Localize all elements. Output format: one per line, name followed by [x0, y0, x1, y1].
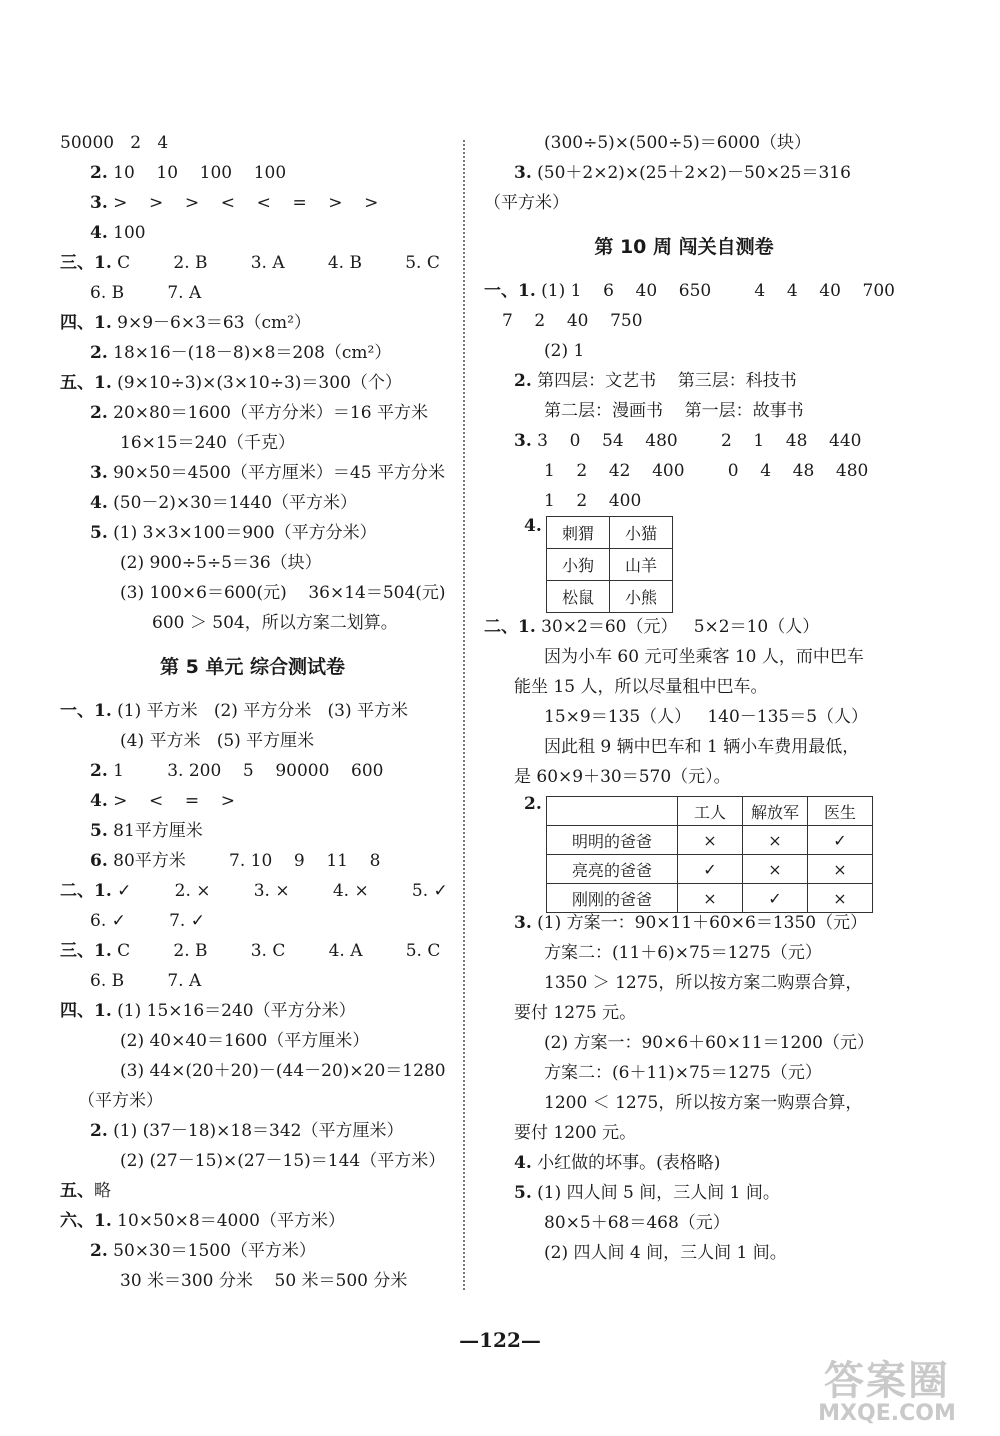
answer-line: 一、1. (1) 1 6 40 650 4 4 40 700 [484, 281, 895, 301]
answer-line: 一、1. (1) 平方米 (2) 平方分米 (3) 平方米 [60, 701, 409, 721]
answer-line: (2) 900÷5÷5＝36（块） [120, 553, 322, 573]
table-cell: 小猫 [610, 517, 673, 549]
table-cell: 亮亮的爸爸 [547, 855, 678, 884]
answer-line: 因此租 9 辆中巴车和 1 辆小车费用最低， [544, 737, 860, 757]
answer-line: (2) 40×40＝1600（平方厘米） [120, 1031, 370, 1051]
answer-line: 3. 90×50＝4500（平方厘米）＝45 平方分米 [90, 463, 445, 483]
answer-line: 6. ✓ 7. ✓ [90, 911, 205, 931]
table-row [547, 884, 873, 913]
table-header-cell: 工人 [678, 797, 743, 826]
answer-line: 2. 50×30＝1500（平方米） [90, 1241, 316, 1261]
answer-line: 四、1. 9×9－6×3＝63（cm²） [60, 313, 311, 333]
answer-line: 3. 3 0 54 480 2 1 48 440 [514, 431, 862, 451]
table-header-row [547, 797, 873, 826]
table-row [547, 581, 673, 613]
answer-line: (4) 平方米 (5) 平方厘米 [120, 731, 315, 751]
answer-line: 六、1. 10×50×8＝4000（平方米） [60, 1211, 345, 1231]
table-cell: ✓ [743, 884, 808, 913]
answer-line: 2. 1 3. 200 5 90000 600 [90, 761, 384, 781]
answer-line: 6. 80平方米 7. 10 9 11 8 [90, 851, 381, 871]
answer-line: (2) 四人间 4 间，三人间 1 间。 [544, 1243, 787, 1263]
answer-line: 五、1. (9×10÷3)×(3×10÷3)＝300（个） [60, 373, 402, 393]
section-heading: 第 10 周 闯关自测卷 [594, 236, 774, 258]
answer-line: （平方米） [484, 193, 569, 213]
answer-line: 600 ＞ 504，所以方案二划算。 [152, 613, 398, 633]
watermark-text: 答案圈 [824, 1358, 950, 1404]
answer-line: 2. 20×80＝1600（平方分米）＝16 平方米 [90, 403, 428, 423]
answer-line: 四、1. (1) 15×16＝240（平方分米） [60, 1001, 356, 1021]
answer-line: 50000 2 4 [60, 133, 169, 153]
answer-line: 要付 1275 元。 [514, 1003, 637, 1023]
answer-line: 7 2 40 750 [502, 311, 643, 331]
answer-line: 2. (1) (37－18)×18＝342（平方厘米） [90, 1121, 404, 1141]
answer-line: 二、1. ✓ 2. × 3. × 4. × 5. ✓ [60, 881, 448, 901]
answer-line: 2. 18×16－(18－8)×8＝208（cm²） [90, 343, 392, 363]
watermark-logo [792, 1360, 982, 1430]
answer-line: 5. (1) 3×3×100＝900（平方分米） [90, 523, 377, 543]
table-cell: 小熊 [610, 581, 673, 613]
answer-line: 三、1. C 2. B 3. A 4. B 5. C [60, 253, 440, 273]
page-number: —122— [459, 1328, 541, 1352]
table-header-cell [547, 797, 678, 826]
animal-table [546, 516, 673, 613]
table-cell: × [678, 884, 743, 913]
answer-line: 1200 ＜ 1275，所以按方案一购票合算， [544, 1093, 863, 1113]
answer-line: 6. B 7. A [90, 283, 202, 303]
answer-line: 6. B 7. A [90, 971, 202, 991]
answer-line: (2) 方案一：90×6＋60×11＝1200（元） [544, 1033, 874, 1053]
occupation-table-block [484, 794, 884, 908]
table-cell: ✓ [678, 855, 743, 884]
answer-line: (3) 100×6＝600(元) 36×14＝504(元) [120, 583, 446, 603]
table-row [547, 517, 673, 549]
answer-line: 1350 ＞ 1275，所以按方案二购票合算， [544, 973, 863, 993]
table-cell: 明明的爸爸 [547, 826, 678, 855]
answer-line: 五、略 [60, 1181, 111, 1201]
answer-line: 方案二：(6＋11)×75＝1275（元） [544, 1063, 822, 1083]
answer-line: (2) 1 [544, 341, 585, 361]
table-row [547, 855, 873, 884]
table-row [547, 826, 873, 855]
table-cell: 山羊 [610, 549, 673, 581]
answer-line: 能坐 15 人，所以尽量租中巴车。 [514, 677, 768, 697]
answer-line: 4. 100 [90, 223, 146, 243]
answer-line: 方案二：(11＋6)×75＝1275（元） [544, 943, 822, 963]
occupation-table [546, 796, 873, 913]
answer-line: 要付 1200 元。 [514, 1123, 637, 1143]
table-header-cell: 解放军 [743, 797, 808, 826]
answer-line: 1 2 400 [544, 491, 642, 511]
column-divider [463, 140, 465, 1290]
table-cell: × [808, 855, 873, 884]
answer-line: 4. (50－2)×30＝1440（平方米） [90, 493, 358, 513]
animal-table-block [484, 516, 884, 608]
table-cell: 松鼠 [547, 581, 610, 613]
question-number: 2. [524, 794, 542, 814]
answer-line: 3. (50＋2×2)×(25＋2×2)－50×25＝316 [514, 163, 851, 183]
answer-line: 3. (1) 方案一：90×11＋60×6＝1350（元） [514, 913, 868, 933]
table-cell: × [743, 855, 808, 884]
answer-line: 80×5＋68＝468（元） [544, 1213, 730, 1233]
answer-line: 3. > > > < < = > > [90, 193, 379, 213]
table-cell: 刺猬 [547, 517, 610, 549]
table-cell: 刚刚的爸爸 [547, 884, 678, 913]
answer-line: 30 米＝300 分米 50 米＝500 分米 [120, 1271, 408, 1291]
answer-line: (300÷5)×(500÷5)＝6000（块） [544, 133, 812, 153]
answer-line: 第二层：漫画书 第一层：故事书 [544, 401, 804, 421]
table-cell: × [743, 826, 808, 855]
left-column [60, 128, 448, 1296]
answer-line: 2. 第四层：文艺书 第三层：科技书 [514, 371, 797, 391]
answer-line: 1 2 42 400 0 4 48 480 [544, 461, 869, 481]
right-column [484, 128, 895, 1268]
answer-line: （平方米） [78, 1091, 163, 1111]
answer-line: 16×15＝240（千克） [120, 433, 295, 453]
question-number: 4. [524, 516, 542, 536]
answer-line: 2. 10 10 100 100 [90, 163, 287, 183]
table-cell: × [678, 826, 743, 855]
table-cell: 小狗 [547, 549, 610, 581]
answer-line: 因为小车 60 元可坐乘客 10 人，而中巴车 [544, 647, 864, 667]
section-heading: 第 5 单元 综合测试卷 [159, 656, 346, 678]
answer-line: 5. 81平方厘米 [90, 821, 203, 841]
answer-line: (3) 44×(20＋20)－(44－20)×20＝1280 [120, 1061, 446, 1081]
answer-line: 三、1. C 2. B 3. C 4. A 5. C [60, 941, 441, 961]
answer-line: 15×9＝135（人） 140－135＝5（人） [544, 707, 869, 727]
answer-line: (2) (27－15)×(27－15)＝144（平方米） [120, 1151, 446, 1171]
answer-line: 4. > < = > [90, 791, 235, 811]
table-cell: ✓ [808, 826, 873, 855]
table-header-cell: 医生 [808, 797, 873, 826]
answer-line: 5. (1) 四人间 5 间，三人间 1 间。 [514, 1183, 780, 1203]
table-row [547, 549, 673, 581]
watermark-url: MXQE.COM [818, 1401, 956, 1426]
table-cell: × [808, 884, 873, 913]
answer-line: 是 60×9＋30＝570（元）。 [514, 767, 731, 787]
answer-line: 二、1. 30×2＝60（元） 5×2＝10（人） [484, 617, 820, 637]
answer-line: 4. 小红做的坏事。(表格略) [514, 1153, 721, 1173]
